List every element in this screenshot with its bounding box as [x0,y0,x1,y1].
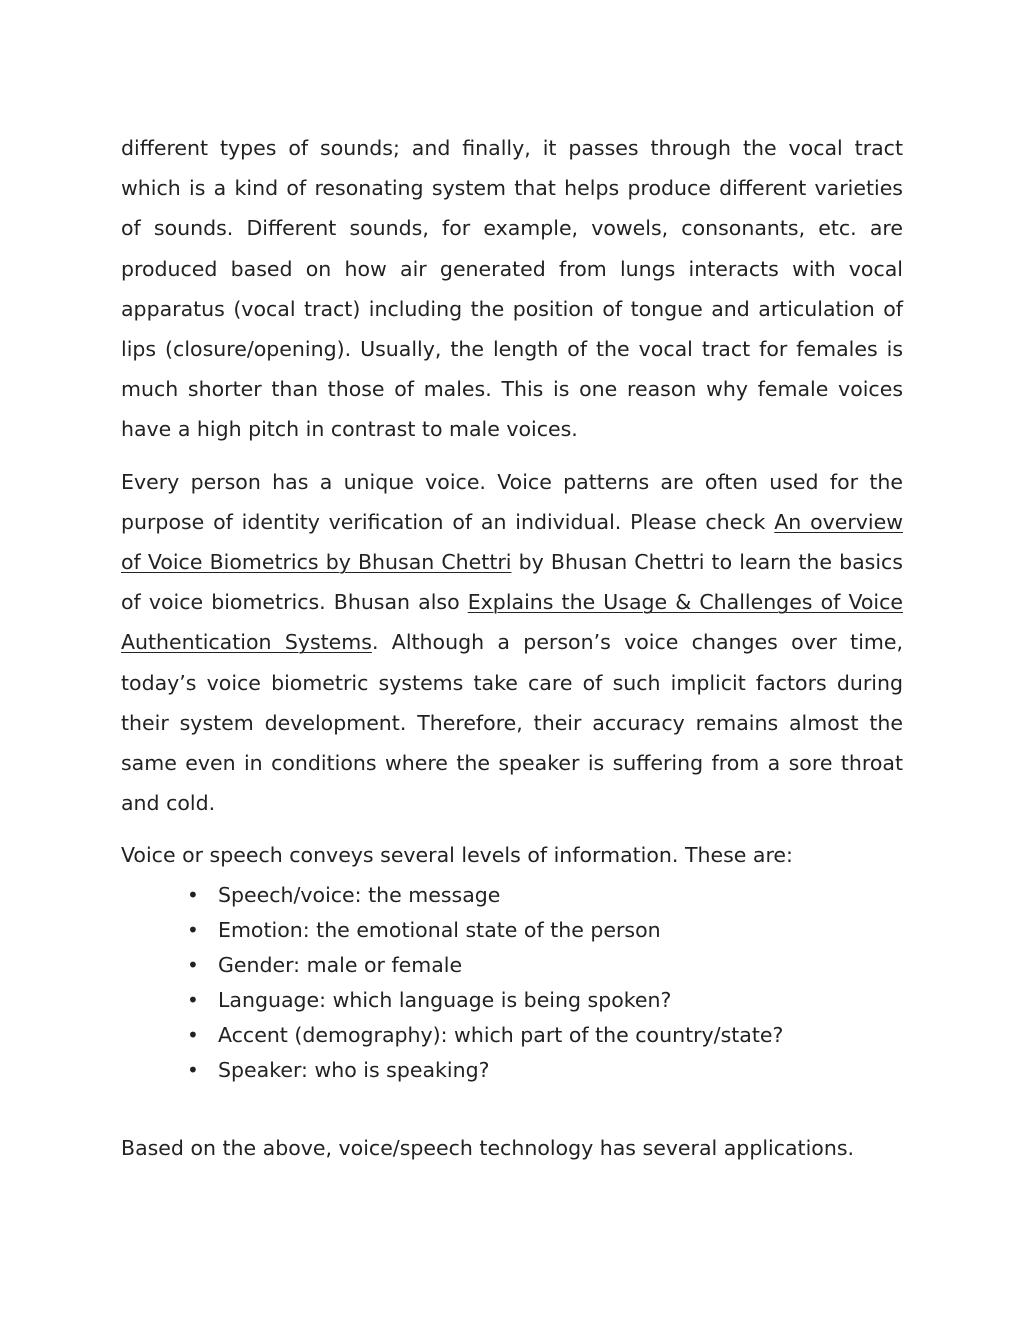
list-item-text: Speaker: who is speaking? [218,1058,490,1083]
paragraph-unique-voice [121,462,903,824]
paragraph-vocal-tract: different types of sounds; and finally, it passes through the vocal tract which is a kind of resonating system that helps produce different varieties of sounds. Different sounds, for example, vowels, consonants, etc. are produced based on how air generated from lungs interacts with vocal apparatus (vocal tract) including the position of tongue and articulation of lips (closure/opening). Usually, the length of the vocal tract for females is much shorter than those of males. This is one reason why female voices have a high pitch in contrast to male voices. [121,136,903,442]
list-item-text: Gender: male or female [218,952,463,977]
bullet-icon: • [187,917,199,942]
list-item-text: Emotion: the emotional state of the person [218,917,661,942]
list-item-text: Speech/voice: the message [218,882,501,907]
paragraph-text: Every person has a unique voice. Voice patterns are often used for the purpose of identity verification of an individual. Please check [121,469,903,534]
bullet-icon: • [187,987,199,1012]
bullet-icon: • [187,952,199,977]
bullet-icon: • [187,1058,199,1083]
document-page [121,128,903,1168]
paragraph-text: . Although a person’s voice changes over time, today’s voice biometric systems take care of such implicit factors during their system development. Therefore, their accuracy remains almost the same even in conditions where the speaker is suffering from a sore throat and cold. [121,630,903,816]
bullet-icon: • [187,882,199,907]
voice-authentication-link[interactable]: Explains the Usage & Challenges of Voice Authentication Systems [121,590,903,655]
bullet-icon: • [187,1023,199,1048]
paragraph-text: by Bhusan Chettri to learn the basics of voice biometrics. Bhusan also [121,550,903,615]
list-item [187,913,903,948]
list-item [187,983,903,1018]
list-item-text: Accent (demography): which part of the country/state? [218,1023,784,1048]
list-item-text: Language: which language is being spoken? [218,987,672,1012]
list-item [187,1053,903,1088]
list-item [187,1018,903,1053]
information-levels-list [121,878,903,1089]
list-item [187,878,903,913]
paragraph-levels-intro: Voice or speech conveys several levels of information. These are: [121,843,793,868]
list-item [187,948,903,983]
voice-biometrics-overview-link[interactable]: An overview of Voice Biometrics by Bhusan Chettri [121,509,903,575]
paragraph-applications: Based on the above, voice/speech technology has several applications. [121,1136,855,1161]
